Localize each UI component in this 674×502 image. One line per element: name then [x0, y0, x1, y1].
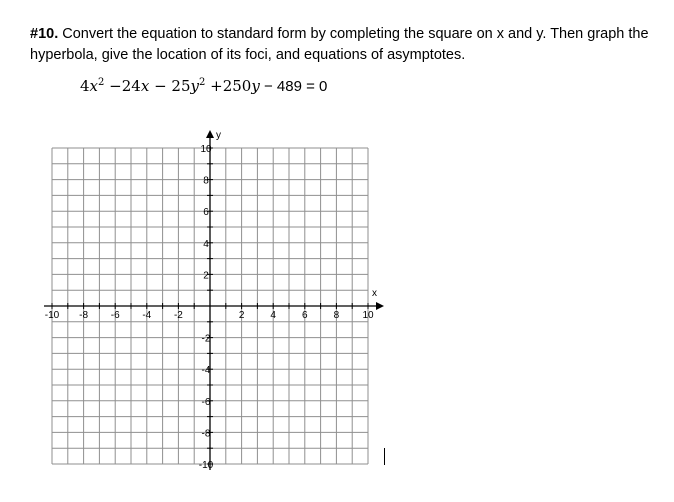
x-tick-label: 4	[270, 310, 276, 321]
x-axis-arrow	[376, 302, 384, 310]
x-axis-label: x	[372, 288, 377, 299]
x-tick-label: 2	[238, 310, 245, 321]
x-tick-label: 6	[302, 310, 308, 321]
y-axis-arrow	[206, 130, 214, 138]
eq-constant: − 489 = 0	[259, 78, 328, 95]
eq-term3-var: y	[190, 77, 199, 95]
eq-term2: −24	[109, 77, 141, 95]
eq-term4: +250	[205, 77, 252, 95]
eq-term1-var: x	[89, 77, 99, 95]
y-tick-label: 4	[203, 238, 209, 250]
problem-instructions: Convert the equation to standard form by completing the square on x and y. Then graph the hyperbola, give the location of its foci, and equations of asymptotes.	[30, 26, 649, 63]
x-tick-label: 10	[362, 310, 374, 321]
x-tick-label: -4	[142, 310, 152, 321]
x-tick-label: -6	[110, 310, 120, 321]
text-cursor	[384, 448, 385, 465]
y-tick-label: 8	[203, 175, 209, 187]
eq-term3-exp: 2	[198, 77, 206, 88]
eq-term1-coef: 4	[80, 77, 90, 95]
eq-term3-coef: − 25	[149, 77, 191, 95]
y-tick-label: -4	[201, 365, 211, 377]
eq-term2-var: x	[140, 77, 150, 95]
eq-term4-var: y	[251, 77, 260, 95]
y-tick-label: 6	[203, 207, 209, 219]
x-tick-label: -2	[173, 310, 183, 321]
x-tick-label: -8	[79, 310, 89, 321]
y-tick-label: -8	[201, 428, 211, 440]
y-axis-label: y	[216, 130, 221, 141]
y-tick-label: 2	[203, 270, 209, 282]
eq-term1-exp: 2	[98, 77, 105, 88]
x-tick-label: -10	[44, 310, 60, 321]
y-tick-labels	[199, 144, 214, 471]
y-tick-label: -6	[201, 396, 211, 408]
axes	[44, 130, 384, 470]
y-tick-label: 10	[200, 144, 212, 155]
y-tick-label: -10	[198, 460, 214, 471]
problem-number: #10.	[30, 26, 59, 42]
x-tick-label: 8	[333, 310, 340, 321]
y-tick-label: -2	[201, 333, 211, 345]
